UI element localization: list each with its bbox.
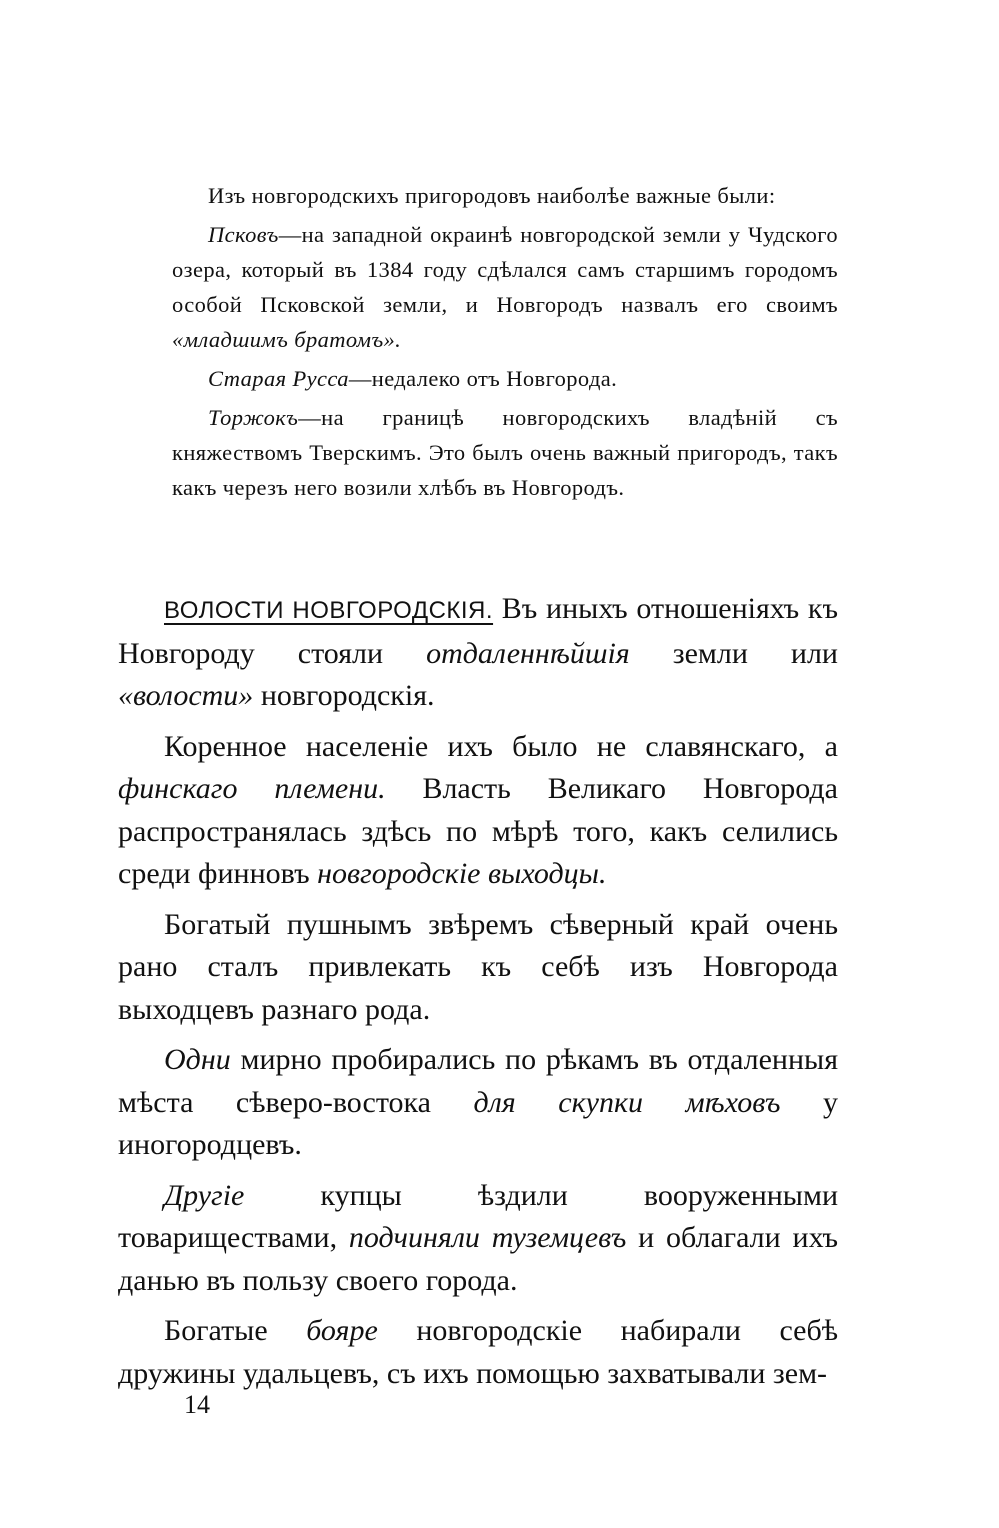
volosti-paragraph-5 <box>118 1175 838 1303</box>
volosti-p4-emphasis-1: Одни <box>164 1043 231 1076</box>
torzhok-text: —на границѣ новгородскихъ владѣній съ княжествомъ Тверскимъ. Это былъ очень важный пригородъ, такъ какъ черезъ него возили хлѣбъ въ Новгородъ. <box>172 405 838 500</box>
pskov-text: —на западной окраинѣ новгородской земли у Чудского озера, который въ 1384 году сдѣлался самъ старшимъ городомъ особой Псковской земли, и Новгородъ назвалъ его своимъ <box>172 222 838 317</box>
volosti-paragraph-4 <box>118 1039 838 1167</box>
volosti-p2-part-a: Коренное населеніе ихъ было не славянскаго, а <box>164 729 838 763</box>
volosti-p4-part-a: мирно пробирались по рѣкамъ въ отдаленныя мѣста сѣверо-востока <box>118 1043 838 1119</box>
pskov-paragraph <box>172 217 838 357</box>
volosti-p2-emphasis-1: финскаго племени. <box>118 772 386 805</box>
suburbs-intro-paragraph <box>172 178 838 213</box>
torzhok-paragraph <box>172 400 838 505</box>
volosti-paragraph-1 <box>118 588 838 718</box>
pskov-name: Псковъ <box>208 222 279 247</box>
russa-text: —недалеко отъ Новгорода. <box>348 366 618 391</box>
volosti-p2-emphasis-2: новгородскіе выходцы. <box>317 857 607 890</box>
volosti-p2-part-b: Власть Великаго Новгорода распространялась здѣсь по мѣрѣ того, какъ селились среди финновъ <box>118 772 838 890</box>
volosti-paragraph-3 <box>118 904 838 1032</box>
volosti-p6-part-a: Богатые <box>164 1314 307 1347</box>
volosti-p1-part-b: земли или <box>629 636 838 670</box>
volosti-p1-part-c: новгородскія. <box>253 679 435 712</box>
volosti-p6-part-b: новгородскіе набирали себѣ дружины удальцевъ, съ ихъ помощью захватывали зем- <box>118 1314 839 1390</box>
volosti-p1-emphasis-2: «волости» <box>118 679 254 712</box>
volosti-p6-emphasis-1: бояре <box>306 1314 378 1347</box>
section-heading: ВОЛОСТИ НОВГОРОДСКІЯ. <box>164 597 494 624</box>
volosti-p4-emphasis-2: для скупки мѣховъ <box>473 1085 781 1119</box>
volosti-p1-emphasis-1: отдаленнѣйшія <box>426 636 630 670</box>
volosti-p5-emphasis-2: подчиняли туземцевъ <box>348 1221 627 1254</box>
volosti-p4-part-b: у иногородцевъ. <box>118 1085 838 1161</box>
volosti-p3-text: Богатый пушнымъ звѣремъ сѣверный край очень рано сталъ привлекать къ себѣ изъ Новгорода выходцевъ разнаго рода. <box>118 907 838 1026</box>
volosti-section <box>118 588 838 1395</box>
russa-paragraph <box>172 361 838 396</box>
pskov-quote: «младшимъ братомъ». <box>172 327 402 352</box>
russa-name: Старая Русса <box>208 366 349 391</box>
volosti-p5-emphasis-1: Другіе <box>164 1178 245 1212</box>
volosti-paragraph-6 <box>118 1310 838 1395</box>
volosti-paragraph-2 <box>118 726 838 896</box>
torzhok-name: Торжокъ <box>208 405 299 430</box>
volosti-p5-part-b: и облагали ихъ данью въ пользу своего города. <box>118 1221 838 1297</box>
suburbs-intro-text: Изъ новгородскихъ пригородовъ наиболѣе важные были: <box>208 183 776 208</box>
page-number: 14 <box>184 1390 210 1419</box>
volosti-p1-part-a: Въ иныхъ отношеніяхъ къ Новгороду стояли <box>118 592 838 670</box>
suburbs-section <box>172 178 838 505</box>
volosti-p5-part-a: купцы ѣздили вооруженными товариществами, <box>118 1178 838 1254</box>
